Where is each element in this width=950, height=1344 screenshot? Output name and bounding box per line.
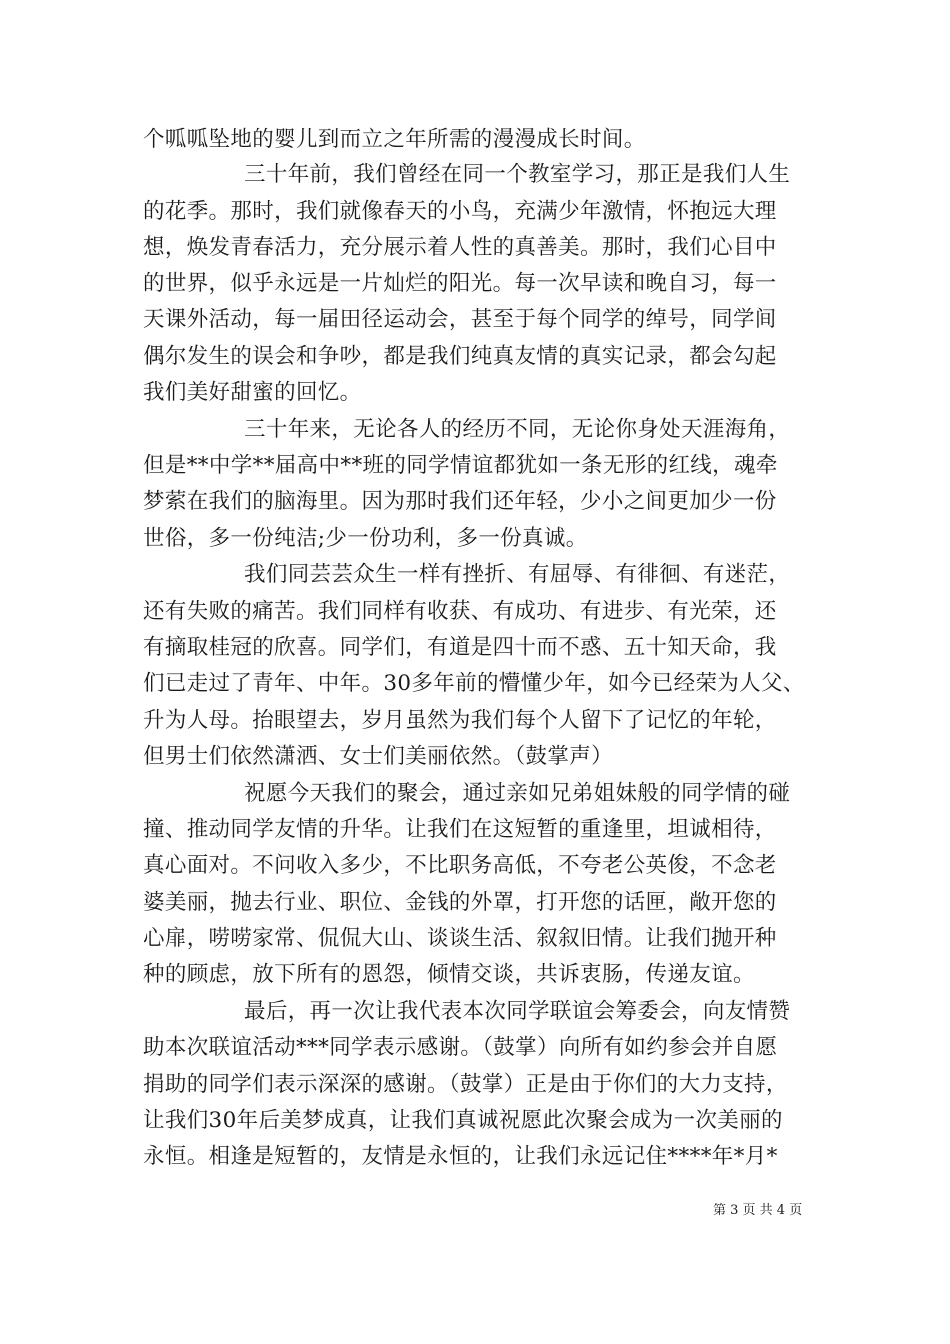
text-line: 让我们30年后美梦成真，让我们真诚祝愿此次聚会成为一次美丽的: [143, 1108, 783, 1133]
text-line: 世俗，多一份纯洁;少一份功利，多一份真诚。: [143, 526, 588, 551]
text-line: 想，焕发青春活力，充分展示着人性的真善美。那时，我们心目中: [143, 235, 777, 260]
text-line: 偶尔发生的误会和争吵，都是我们纯真友情的真实记录，都会勾起: [143, 344, 777, 369]
paragraph-first-line: 三十年前，我们曾经在同一个教室学习，那正是我们人生: [244, 162, 791, 187]
text-line: 天课外活动，每一届田径运动会，甚至于每个同学的绰号，同学间: [143, 307, 777, 332]
text-line: 种的顾虑，放下所有的恩怨，倾情交谈，共诉衷肠，传递友谊。: [143, 962, 755, 987]
text-line: 助本次联谊活动***同学表示感谢。（鼓掌）向所有如约参会并自愿: [143, 1035, 778, 1060]
text-line: 捐助的同学们表示深深的感谢。（鼓掌）正是由于你们的大力支持，: [143, 1072, 788, 1097]
text-line: 婆美丽，抛去行业、职位、金钱的外罩，打开您的话匣，敞开您的: [143, 890, 777, 915]
paragraph-first-line: 祝愿今天我们的聚会，通过亲如兄弟姐妹般的同学情的碰: [244, 781, 791, 806]
text-line: 梦萦在我们的脑海里。因为那时我们还年轻，少小之间更加少一份: [143, 489, 777, 514]
text-line: 真心面对。不问收入多少，不比职务高低，不夸老公英俊，不念老: [143, 853, 777, 878]
text-line: 永恒。相逢是短暂的，友情是永恒的，让我们永远记住****年*月*: [143, 1144, 778, 1169]
text-line: 的世界，似乎永远是一片灿烂的阳光。每一次早读和晚自习，每一: [143, 271, 777, 296]
text-line: 的花季。那时，我们就像春天的小鸟，充满少年激情，怀抱远大理: [143, 199, 777, 224]
text-line: 有摘取桂冠的欣喜。同学们，有道是四十而不惑、五十知天命，我: [143, 635, 777, 660]
text-line: 个呱呱坠地的婴儿到而立之年所需的漫漫成长时间。: [143, 127, 646, 152]
text-line: 但是**中学**届高中**班的同学情谊都犹如一条无形的红线，魂牵: [143, 453, 778, 478]
text-line: 心扉，唠唠家常、侃侃大山、谈谈生活、叙叙旧情。让我们抛开种: [143, 926, 777, 951]
paragraph-first-line: 最后，再一次让我代表本次同学联谊会筹委会，向友情赞: [244, 999, 791, 1024]
paragraph-first-line: 三十年来，无论各人的经历不同，无论你身处天涯海角，: [244, 417, 791, 442]
text-line: 撞、推动同学友情的升华。让我们在这短暂的重逢里，坦诚相待，: [143, 817, 777, 842]
text-line: 我们美好甜蜜的回忆。: [143, 380, 362, 405]
text-line: 们已走过了青年、中年。30多年前的懵懂少年，如今已经荣为人父、: [143, 671, 805, 696]
text-line: 升为人母。抬眼望去，岁月虽然为我们每个人留下了记忆的年轮，: [143, 708, 777, 733]
paragraph-first-line: 我们同芸芸众生一样有挫折、有屈辱、有徘徊、有迷茫，: [244, 562, 791, 587]
text-line: 还有失败的痛苦。我们同样有收获、有成功、有进步、有光荣，还: [143, 599, 777, 624]
page-number-footer: 第 3 页 共 4 页: [713, 1203, 803, 1218]
text-line: 但男士们依然潇洒、女士们美丽依然。（鼓掌声）: [143, 744, 613, 769]
